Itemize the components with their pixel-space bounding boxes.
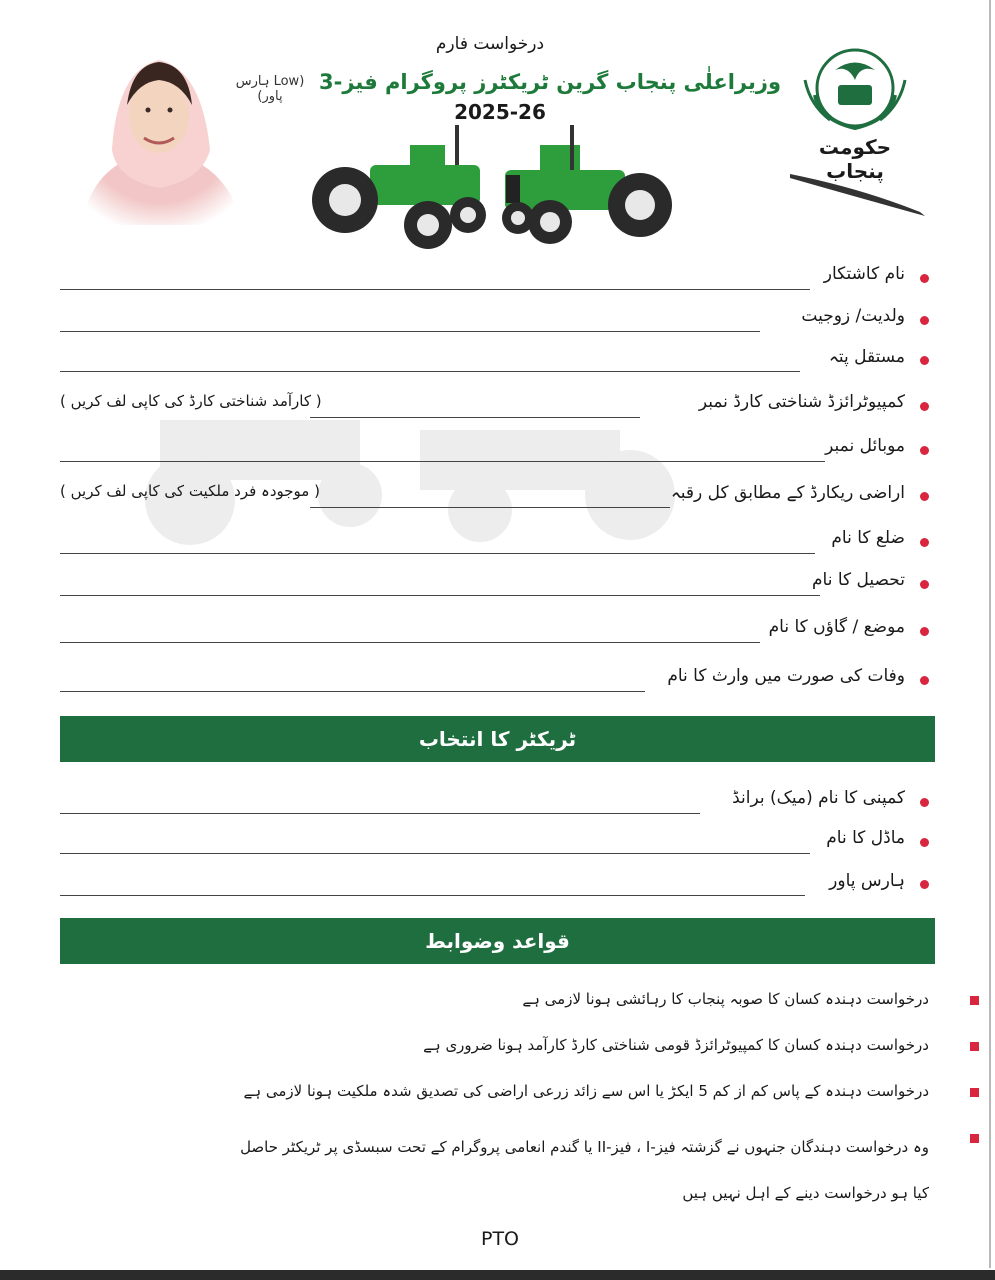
field-label: ہارس پاور: [829, 871, 905, 891]
input-line[interactable]: [60, 813, 700, 814]
bullet: [920, 356, 929, 365]
field-parentage[interactable]: [60, 304, 935, 336]
field-heir-name[interactable]: [60, 664, 935, 696]
input-line[interactable]: [60, 595, 820, 596]
field-label: ولدیت/ زوجیت: [801, 306, 905, 326]
section-heading-tractor-selection: ٹریکٹر کا انتخاب: [60, 716, 935, 762]
rule-text: درخواست دہندہ کے پاس کم از کم 5 ایکڑ یا اس سے زائد زرعی اراضی کی تصدیق شدہ ملکیت ہونا لازمی ہے: [243, 1082, 929, 1100]
field-label: ضلع کا نام: [831, 528, 905, 548]
rule-text: وہ درخواست دہندگان جنہوں نے گزشتہ فیز-I ، فیز-II یا گندم انعامی پروگرام کے تحت سبسڈی پر ٹریکٹر حاصل کیا ہو درخواست دینے کے اہل نہیں ہیں: [240, 1138, 929, 1202]
field-label: تحصیل کا نام: [812, 570, 905, 590]
tractor-right-icon: [502, 125, 672, 244]
field-label: ماڈل کا نام: [826, 828, 905, 848]
field-tehsil-name[interactable]: [60, 568, 935, 600]
bullet: [920, 627, 929, 636]
bullet: [920, 880, 929, 889]
field-mobile-number[interactable]: [60, 434, 935, 466]
input-line[interactable]: [60, 642, 760, 643]
form-type-heading: درخواست فارم: [435, 34, 545, 54]
bullet: [970, 1088, 979, 1097]
field-label: موضع / گاؤں کا نام: [768, 617, 905, 637]
field-district-name[interactable]: [60, 526, 935, 558]
field-label: موبائل نمبر: [825, 436, 905, 456]
page-turn-over-label: PTO: [480, 1228, 520, 1250]
rule-item: [229, 1032, 929, 1058]
field-note: ( کارآمد شناختی کارڈ کی کاپی لف کریں ): [60, 392, 322, 410]
field-horse-power[interactable]: [60, 868, 935, 900]
field-label: کمپنی کا نام (میک) برانڈ: [732, 788, 905, 808]
program-subtitle: (Low ہارس پاور): [235, 74, 305, 104]
bottom-bar: [0, 1270, 995, 1280]
bullet: [920, 538, 929, 547]
rule-item: [229, 1124, 929, 1216]
field-permanent-address[interactable]: [60, 344, 935, 376]
bullet: [920, 316, 929, 325]
field-farmer-name[interactable]: [60, 262, 935, 294]
decorative-swoosh: [790, 168, 925, 216]
government-name: حکومت پنجاب: [818, 135, 892, 183]
bullet: [920, 402, 929, 411]
bullet: [920, 676, 929, 685]
program-title: وزیراعلٰی پنجاب گرین ٹریکٹرز پروگرام فیز-3: [318, 70, 781, 94]
input-line[interactable]: [60, 853, 810, 854]
field-total-land[interactable]: [60, 480, 935, 512]
input-line[interactable]: [60, 371, 800, 372]
field-label: اراضی ریکارڈ کے مطابق کل رقبہ: [670, 483, 905, 503]
portrait-image: [62, 30, 257, 225]
input-line[interactable]: [60, 331, 760, 332]
field-village-name[interactable]: [60, 615, 935, 647]
punjab-government-logo-icon: [800, 40, 910, 140]
bullet: [970, 996, 979, 1005]
bullet: [920, 838, 929, 847]
input-line[interactable]: [60, 895, 805, 896]
tractors-image: [310, 120, 680, 255]
field-note: ( موجودہ فرد ملکیت کی کاپی لف کریں ): [60, 482, 320, 500]
bullet: [920, 492, 929, 501]
bullet: [920, 798, 929, 807]
rule-item: [229, 1078, 929, 1104]
input-line[interactable]: [60, 289, 810, 290]
section-heading-rules: قواعد وضوابط: [60, 918, 935, 964]
field-company-brand[interactable]: [60, 786, 935, 818]
rule-item: [229, 986, 929, 1012]
input-line[interactable]: [60, 691, 645, 692]
input-line[interactable]: [60, 461, 825, 462]
bullet: [920, 446, 929, 455]
rule-text: درخواست دہندہ کسان کا صوبہ پنجاب کا رہائشی ہونا لازمی ہے: [522, 990, 929, 1008]
program-year: 2025-26: [454, 100, 546, 124]
bullet: [970, 1134, 979, 1143]
bullet: [920, 580, 929, 589]
field-cnic-number[interactable]: [60, 390, 935, 422]
input-line[interactable]: [60, 553, 815, 554]
tractor-left-icon: [312, 125, 486, 249]
page-edge: [989, 0, 991, 1268]
field-label: نام کاشتکار: [823, 264, 905, 284]
rule-text: درخواست دہندہ کسان کا کمپیوٹرائزڈ قومی شناختی کارڈ کارآمد ہونا ضروری ہے: [423, 1036, 929, 1054]
input-line[interactable]: [310, 417, 640, 418]
bullet: [920, 274, 929, 283]
input-line[interactable]: [310, 507, 670, 508]
field-label: کمپیوٹرائزڈ شناختی کارڈ نمبر: [698, 392, 905, 412]
field-label: وفات کی صورت میں وارث کا نام: [667, 666, 905, 686]
field-model-name[interactable]: [60, 826, 935, 858]
bullet: [970, 1042, 979, 1051]
field-label: مستقل پتہ: [828, 347, 905, 367]
